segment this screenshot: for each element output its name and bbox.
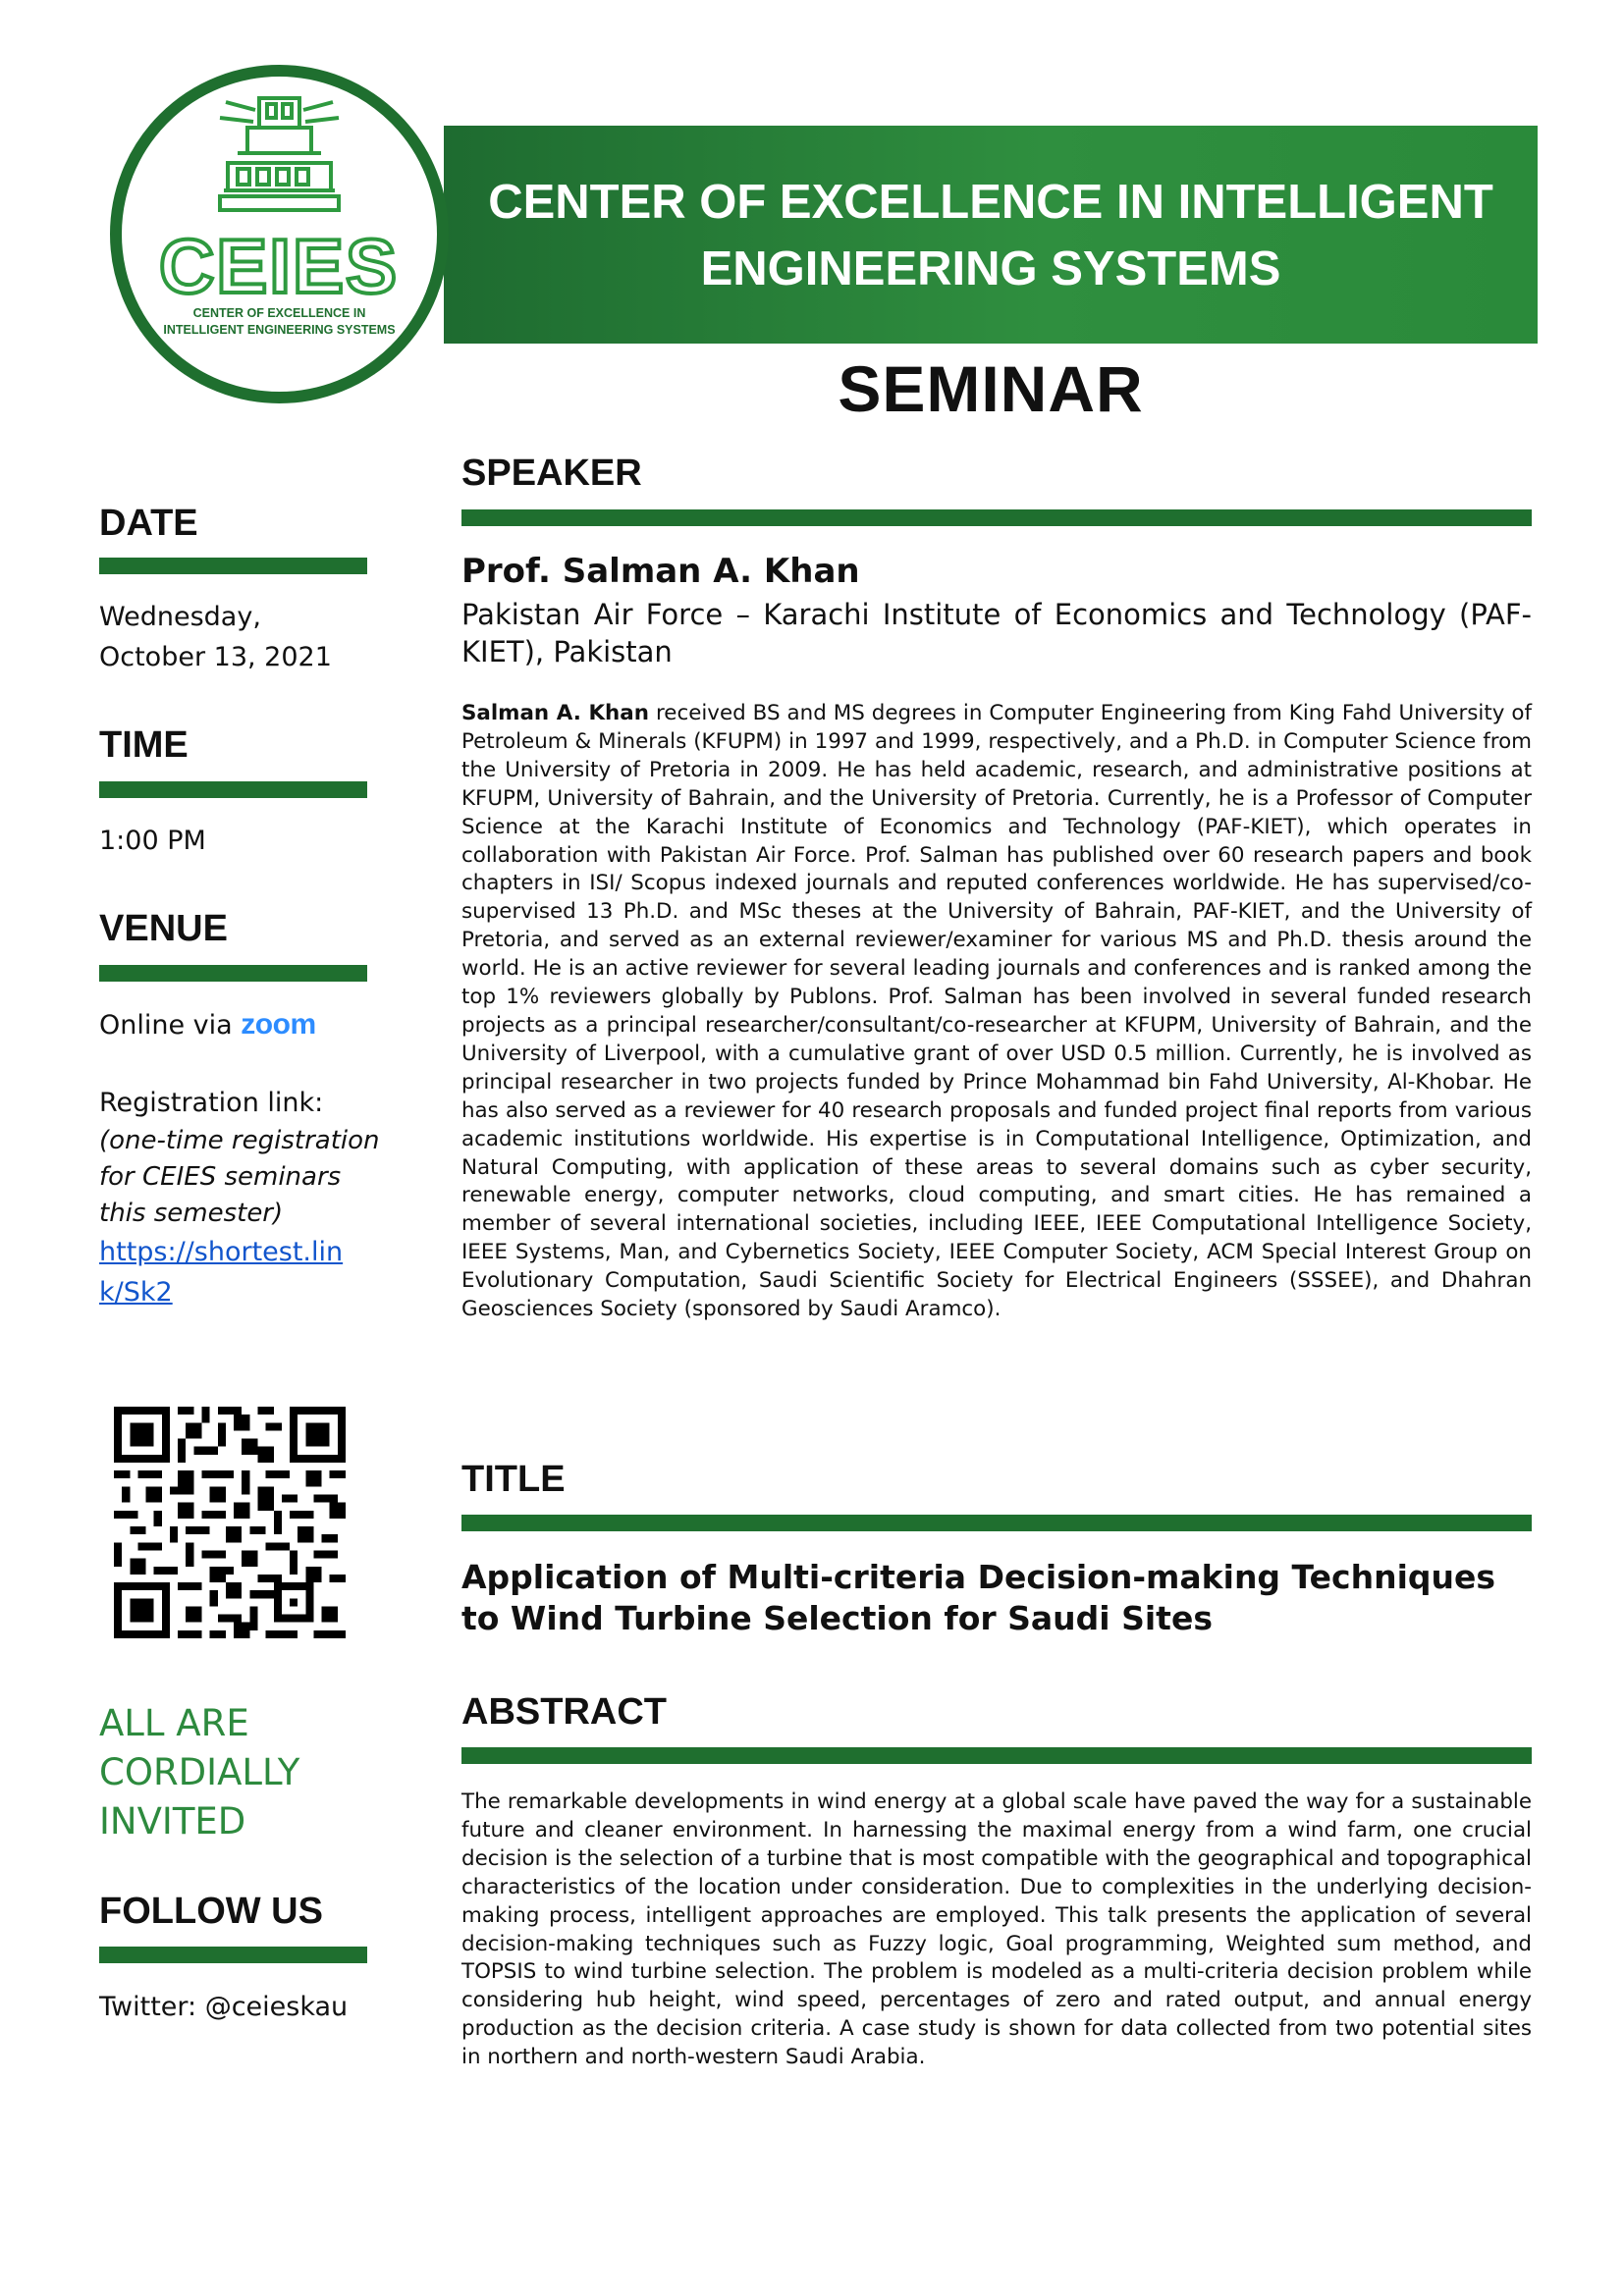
talk-title-line2: to Wind Turbine Selection for Saudi Sites (461, 1599, 1213, 1637)
invite-line1: ALL ARE (99, 1702, 249, 1744)
speaker-name: Prof. Salman A. Khan (461, 552, 860, 591)
org-title-line1: CENTER OF EXCELLENCE IN INTELLIGENT (488, 176, 1493, 229)
date-divider (99, 558, 367, 574)
invite-line3: INVITED (99, 1800, 246, 1842)
event-type: SEMINAR (838, 352, 1144, 425)
venue (99, 1004, 316, 1045)
registration-link[interactable] (99, 1232, 384, 1312)
logo-acronym: CEIES (158, 223, 400, 309)
invite-line2: CORDIALLY (99, 1751, 300, 1793)
talk-title-line1: Application of Multi-criteria Decision-making Techniques (461, 1558, 1496, 1596)
event-date (99, 597, 332, 677)
org-title (444, 169, 1538, 302)
title-divider (461, 1515, 1532, 1531)
logo-caption-line1: CENTER OF EXCELLENCE IN (192, 306, 366, 320)
logo-caption-line2: INTELLIGENT ENGINEERING SYSTEMS (163, 323, 396, 337)
speaker-divider (461, 509, 1532, 526)
zoom-logo: zoom (241, 1008, 316, 1041)
follow-divider (99, 1947, 367, 1963)
bio-text: received BS and MS degrees in Computer Engineering from King Fahd University of Petroleum & Minerals (KFUPM) in 1997 and 1999, respectively, and a Ph.D. in Computer Science from the University of Pretoria in 2009. He has held academic, research, and administrative positions at KFUPM, University of Bahrain, and the University of Pretoria. Currently, he is a Professor of Computer Science at the Karachi Institute of Economics and Technology (PAF-KIET), which operates in collaboration with Pakistan Air Force. Prof. Salman has published over 60 research papers and book chapters in ISI/ Scopus indexed journals and reputed conferences worldwide. He has supervised/co-supervised 13 Ph.D. and MSc theses at the University of Bahrain, PAF-KIET, and the University of Pretoria, and served as an external reviewer/examiner for various MS and Ph.D. thesis around the world. He is an active reviewer for several leading journals and conferences and is ranked among the top 1% reviewers globally by Publons. Prof. Salman has been involved in several funded research projects as a principal researcher/consultant/co-researcher at KFUPM, University of Bahrain, and the University of Liverpool, with a cumulative grant of over USD 0.5 million. Currently, he is involved as principal researcher in two projects funded by Prince Mohammad bin Fahd University, Al-Khobar. He has also served as a reviewer for 40 research proposals and funded project final reports from various academic institutions worldwide. His expertise is in Computational Intelligence, Optimization, and Natural Computing, with application of these areas to several domains such as cyber security, renewable energy, computer networks, cloud computing, and smart cities. He has remained a member of several international societies, including IEEE, IEEE Computational Intelligence Society, IEEE Systems, Man, and Cybernetics Society, IEEE Computer Society, ACM Special Interest Group on Evolutionary Computation, Saudi Scientific Society for Electrical Engineers (SSSEE), and Dhahran Geosciences Society (sponsored by Saudi Aramco). (461, 701, 1532, 1322)
speaker-heading: SPEAKER (461, 453, 642, 494)
talk-title (461, 1557, 1532, 1639)
speaker-bio (461, 700, 1532, 1324)
date-line1: Wednesday, (99, 602, 261, 632)
org-title-line2: ENGINEERING SYSTEMS (700, 242, 1281, 295)
venue-divider (99, 965, 367, 982)
follow-heading: FOLLOW US (99, 1891, 323, 1932)
abstract-text: The remarkable developments in wind energy at a global scale have paved the way for a sustainable future and cleaner environment. In harnessing the maximal energy from a wind farm, one crucial decision is the selection of a turbine that is most compatible with the geographical and topographical characteristics of the location under consideration. Due to complexities in the underlying decision-making process, intelligent approaches are employed. This talk presents the application of several decision-making techniques such as Fuzzy logic, Goal programming, Weighted sum method, and TOPSIS to wind turbine selection. The problem is modeled as a multi-criteria decision problem while considering hub height, wind speed, percentages of zero and rated output, and annual energy production as the decision criteria. A case study is shown for data collected from two potential sites in northern and north-western Saudi Arabia. (461, 1789, 1533, 2070)
registration-block (99, 1083, 384, 1312)
registration-label: Registration link: (99, 1088, 324, 1118)
time-divider (99, 781, 367, 798)
twitter-handle[interactable]: Twitter: @ceieskau (99, 1992, 349, 2022)
abstract-heading: ABSTRACT (461, 1691, 667, 1733)
registration-qr-code[interactable] (114, 1407, 346, 1638)
ceies-logo-wordmark (110, 65, 449, 403)
invitation (99, 1699, 299, 1846)
logo-caption (110, 305, 449, 339)
registration-link-line2[interactable]: k/Sk2 (99, 1277, 173, 1308)
bio-name: Salman A. Khan (461, 701, 649, 725)
title-heading: TITLE (461, 1459, 566, 1500)
venue-heading: VENUE (99, 908, 228, 949)
venue-prefix: Online via (99, 1010, 233, 1041)
date-line2: October 13, 2021 (99, 642, 332, 672)
date-heading: DATE (99, 503, 198, 544)
registration-link-line1[interactable]: https://shortest.lin (99, 1237, 344, 1267)
registration-note: (one-time registration for CEIES seminars this semester) (99, 1126, 380, 1228)
abstract-divider (461, 1747, 1532, 1764)
speaker-affiliation: Pakistan Air Force – Karachi Institute of Economics and Technology (PAF-KIET), Pakistan (461, 598, 1532, 668)
event-time: 1:00 PM (99, 826, 206, 856)
time-heading: TIME (99, 724, 189, 766)
